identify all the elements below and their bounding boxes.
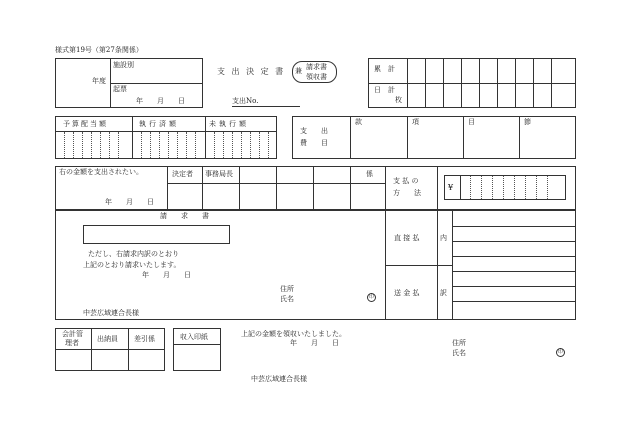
digit-divider — [168, 132, 169, 158]
expense-item-label-2: 費 目 — [300, 139, 328, 147]
divider — [515, 58, 516, 108]
accounting-label-2: 理者 — [65, 339, 79, 347]
claim-label: 請求書 — [306, 63, 327, 71]
digit-divider — [195, 132, 196, 158]
digit-divider — [250, 132, 251, 158]
divider — [519, 116, 520, 159]
setsu-label: 節 — [524, 118, 531, 126]
breakdown-label-2: 訳 — [440, 289, 447, 297]
divider — [425, 58, 426, 108]
drafted-label: 起票 — [113, 85, 127, 93]
divider — [55, 131, 277, 132]
combined-label: 兼 — [295, 67, 302, 75]
underline — [232, 106, 300, 107]
form-number: 様式第19号（第27条関係） — [55, 46, 143, 54]
divider — [452, 301, 576, 302]
receipt-date: 年 月 日 — [290, 339, 339, 347]
invoice-addressee: 中芸広域連合長様 — [83, 309, 139, 317]
kou-label: 項 — [412, 118, 419, 126]
divider — [91, 328, 92, 371]
transfer-payment-label: 送 金 払 — [394, 289, 420, 297]
divider — [385, 166, 386, 210]
invoice-amount-box — [83, 225, 230, 244]
digit-divider — [536, 176, 537, 199]
divider — [551, 58, 552, 108]
invoice-name-label: 氏名 — [280, 295, 294, 303]
digit-divider — [118, 132, 119, 158]
digit-divider — [503, 176, 504, 199]
unexecuted-label: 未執行額 — [209, 120, 249, 128]
divider — [437, 166, 438, 210]
digit-divider — [82, 132, 83, 158]
request-text: 右の金額を支出されたい。 — [59, 168, 143, 176]
drafted-date: 年 月 日 — [136, 97, 185, 105]
daily-label: 日 計 — [374, 86, 395, 94]
digit-divider — [214, 132, 215, 158]
invoice-address-label: 住所 — [280, 285, 294, 293]
divider — [479, 58, 480, 108]
divider — [276, 166, 277, 210]
divider — [463, 116, 464, 159]
cashier-label: 出納員 — [97, 335, 118, 343]
digit-divider — [186, 132, 187, 158]
digit-divider — [525, 176, 526, 199]
payment-method-label-2: 方 法 — [393, 189, 421, 197]
receipt-name-label: 氏名 — [452, 349, 466, 357]
digit-divider — [470, 176, 471, 199]
divider — [239, 166, 240, 210]
sheets-label: 枚 — [395, 96, 402, 104]
divider — [385, 265, 452, 266]
digit-divider — [177, 132, 178, 158]
digit-divider — [73, 132, 74, 158]
invoice-date: 年 月 日 — [142, 271, 191, 279]
divider — [407, 116, 408, 159]
digit-divider — [159, 132, 160, 158]
receipt-address-label: 住所 — [452, 339, 466, 347]
digit-divider — [91, 132, 92, 158]
approval-date: 年 月 日 — [105, 198, 154, 206]
breakdown-label-1: 内 — [440, 234, 447, 242]
secretary-general-label: 事務局長 — [205, 170, 233, 178]
digit-divider — [141, 132, 142, 158]
expense-no-label: 支出No. — [232, 97, 259, 105]
divider — [55, 349, 165, 350]
invoice-title: 請 求 書 — [160, 212, 209, 220]
divider — [452, 271, 576, 272]
accounting-label-1: 会計管 — [62, 330, 83, 338]
divider — [368, 83, 576, 84]
digit-divider — [547, 176, 548, 199]
invoice-seal: 印 — [368, 294, 374, 300]
receipt-label: 領収書 — [306, 73, 327, 81]
divider — [460, 175, 461, 200]
divider — [167, 166, 168, 210]
divider — [350, 166, 351, 210]
divider — [173, 344, 221, 345]
expense-item-grid — [292, 116, 576, 159]
divider — [128, 328, 129, 371]
digit-divider — [514, 176, 515, 199]
direct-payment-label: 直 接 払 — [394, 234, 420, 242]
digit-divider — [481, 176, 482, 199]
payment-method-label-1: 支 払 の — [393, 177, 419, 185]
digit-divider — [223, 132, 224, 158]
divider — [533, 58, 534, 108]
divider — [452, 286, 576, 287]
decider-label: 決定者 — [172, 170, 193, 178]
divider — [443, 58, 444, 108]
deduction-label: 差引係 — [134, 335, 155, 343]
moku-label: 目 — [468, 118, 475, 126]
divider — [461, 58, 462, 108]
divider — [452, 241, 576, 242]
divider — [452, 256, 576, 257]
kan-label: 款 — [355, 118, 362, 126]
total-label: 累 計 — [374, 65, 395, 73]
revenue-stamp-label: 収入印紙 — [180, 333, 208, 341]
digit-divider — [100, 132, 101, 158]
fiscal-year-label: 年度 — [92, 77, 106, 85]
digit-divider — [232, 132, 233, 158]
divider — [110, 83, 203, 84]
digit-divider — [64, 132, 65, 158]
executed-label: 執行済額 — [139, 120, 179, 128]
digit-divider — [109, 132, 110, 158]
facility-label: 施設別 — [113, 61, 134, 69]
allocated-label: 予算配当額 — [63, 120, 108, 128]
digit-divider — [492, 176, 493, 199]
divider — [132, 116, 133, 159]
digit-divider — [241, 132, 242, 158]
invoice-text-2: 上記のとおり請求いたします。 — [83, 261, 181, 269]
form-title: 支 出 決 定 書 — [217, 67, 286, 76]
digit-divider — [150, 132, 151, 158]
receipt-text: 上記の金額を領収いたしました。 — [241, 330, 346, 338]
divider — [202, 166, 203, 210]
receipt-addressee: 中芸広域連合長様 — [251, 375, 307, 383]
section-label: 係 — [366, 170, 373, 178]
divider — [350, 116, 351, 159]
divider — [407, 58, 408, 108]
yen-symbol: ¥ — [448, 183, 454, 192]
divider — [452, 226, 576, 227]
divider — [205, 116, 206, 159]
invoice-text-1: ただし、右請求内訳のとおり — [88, 250, 179, 258]
digit-divider — [268, 132, 269, 158]
divider — [313, 166, 314, 210]
digit-divider — [259, 132, 260, 158]
receipt-seal: 印 — [557, 349, 563, 355]
expense-item-label-1: 支 出 — [300, 127, 328, 135]
divider — [497, 58, 498, 108]
